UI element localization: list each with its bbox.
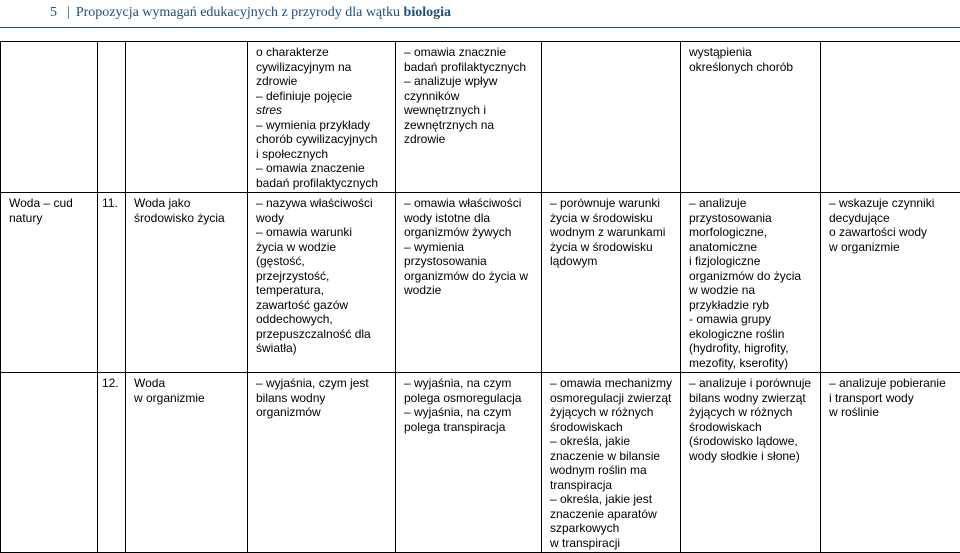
cell-text-line: osmoregulacji zwierząt [550,391,675,406]
cell-text-line: wodzie [404,283,536,298]
cell-requirement-high [681,193,821,373]
cell-text-line: (środowisko lądowe, [689,434,815,449]
cell-section [1,373,98,553]
cell-text-line: organizmów do życia w [404,269,536,284]
cell-text-line: przykładzie ryb [689,298,815,313]
cell-text-line: szparkowych [550,521,675,536]
cell-text-line: polega osmoregulacja [404,391,536,406]
cell-text-line: światła) [256,341,390,356]
cell-text-line: – wyjaśnia, na czym [404,376,536,391]
cell-text-line: i transport wody [829,391,955,406]
cell-text-line: stres [256,103,390,118]
cell-requirement-basic [248,193,396,373]
cell-text-line: badań profilaktycznych [404,60,536,75]
cell-text-line: oddechowych, [256,312,390,327]
cell-text-line: w organizmie [829,240,955,255]
cell-text-line: Woda [134,376,242,391]
cell-text-line: natury [9,211,92,226]
cell-text-line: organizmów [256,405,390,420]
requirements-table [0,41,960,553]
cell-lesson-number [98,193,126,373]
cell-text-line: chorób cywilizacyjnych [256,132,390,147]
cell-text-line: ekologiczne roślin [689,327,815,342]
cell-text-line: (gęstość, [256,254,390,269]
cell-text-line: życia w środowisku [550,211,675,226]
cell-text-line: życia w środowisku [550,240,675,255]
header-separator: | [67,5,70,21]
cell-text-line: Woda jako [134,196,242,211]
cell-text-line: przejrzystość, [256,269,390,284]
cell-text-line: – analizuje [689,196,815,211]
cell-requirement-extended [396,193,542,373]
cell-text-line: – wskazuje czynniki [829,196,955,211]
cell-text-line: – omawia warunki [256,225,390,240]
cell-requirement-advanced [542,193,681,373]
cell-requirement-excellent [821,373,960,553]
cell-text-line: – wymienia przykłady [256,118,390,133]
cell-text-line: – wyjaśnia, na czym [404,405,536,420]
cell-text-line: anatomiczne [689,240,815,255]
cell-section [1,42,98,193]
cell-text-line: cywilizacyjnym na [256,60,390,75]
cell-text-line: – definiuje pojęcie [256,89,390,104]
cell-text-line: środowiskach [550,420,675,435]
cell-text-line: i społecznych [256,147,390,162]
cell-text-line: – omawia mechanizmy [550,376,675,391]
cell-text-line: zdrowie [404,132,536,147]
cell-text-line: zdrowie [256,74,390,89]
page-header [50,0,451,26]
cell-text-line: - omawia grupy [689,312,815,327]
cell-text-line: wody istotne dla [404,211,536,226]
cell-text-line: – określa, jakie jest [550,492,675,507]
header-divider [0,27,960,28]
cell-lesson-number [98,373,126,553]
page-number: 5 [50,5,57,21]
cell-lesson-number [98,42,126,193]
cell-text-line: znaczenie aparatów [550,507,675,522]
cell-text-line: bilans wodny zwierząt [689,391,815,406]
cell-text-line: – analizuje pobieranie [829,376,955,391]
cell-text-line: zawartość gazów [256,298,390,313]
cell-text-line: życia w wodzie [256,240,390,255]
cell-text-line: transpiracja [550,478,675,493]
cell-text-line: wystąpienia [689,45,815,60]
cell-text-line: Woda – cud [9,196,92,211]
cell-text-line: – wyjaśnia, czym jest [256,376,390,391]
table-row [1,373,960,553]
cell-topic [126,42,248,193]
cell-text-line: przystosowania [404,254,536,269]
page-subject: biologia [404,5,451,21]
cell-topic [126,373,248,553]
cell-text-line: mezofity, kserofity) [689,356,815,371]
cell-text-line: organizmów do życia [689,269,815,284]
table-row [1,193,960,373]
cell-text-line: badań profilaktycznych [256,176,390,191]
cell-text-line: organizmów żywych [404,225,536,240]
cell-text-line: wodnym z warunkami [550,225,675,240]
cell-requirement-extended [396,373,542,553]
cell-text-line: – omawia znacznie [404,45,536,60]
cell-requirement-excellent [821,193,960,373]
cell-text-line: żyjących w różnych [689,405,815,420]
table-row [1,42,960,193]
cell-requirement-advanced [542,42,681,193]
cell-text-line: środowiskach [689,420,815,435]
cell-text-line: o charakterze [256,45,390,60]
cell-text-line: bilans wodny [256,391,390,406]
cell-text-line: wewnętrznych i [404,103,536,118]
cell-text-line: – omawia znaczenie [256,161,390,176]
cell-text-line: znaczenie w bilansie [550,449,675,464]
lesson-number: 11. [102,196,120,211]
cell-text-line: przystosowania [689,211,815,226]
cell-text-line: w organizmie [134,391,242,406]
cell-requirement-excellent [821,42,960,193]
cell-text-line: żyjących w różnych [550,405,675,420]
cell-text-line: środowisko życia [134,211,242,226]
cell-text-line: wodnym roślin ma [550,463,675,478]
cell-text-line: i fizjologiczne [689,254,815,269]
cell-text-line: o zawartości wody [829,225,955,240]
cell-text-line: (hydrofity, higrofity, [689,341,815,356]
cell-text-line: – analizuje i porównuje [689,376,815,391]
cell-requirement-extended [396,42,542,193]
cell-section [1,193,98,373]
cell-text-line: – omawia właściwości [404,196,536,211]
cell-text-line: – analizuje wpływ [404,74,536,89]
cell-text-line: zewnętrznych na [404,118,536,133]
cell-text-line: w wodzie na [689,283,815,298]
cell-requirement-high [681,373,821,553]
cell-text-line: – wymienia [404,240,536,255]
cell-text-line: w transpiracji [550,536,675,551]
cell-requirement-basic [248,373,396,553]
lesson-number: 12. [102,376,120,391]
cell-text-line: lądowym [550,254,675,269]
cell-text-line: – porównuje warunki [550,196,675,211]
page-title: Propozycja wymagań edukacyjnych z przyrody dla wątku [76,5,400,21]
cell-text-line: wody słodkie i słone) [689,449,815,464]
cell-requirement-high [681,42,821,193]
cell-text-line: – nazywa właściwości [256,196,390,211]
cell-topic [126,193,248,373]
cell-text-line: przepuszczalność dla [256,327,390,342]
cell-text-line: czynników [404,89,536,104]
cell-requirement-basic [248,42,396,193]
cell-text-line: określonych chorób [689,60,815,75]
cell-text-line: w roślinie [829,405,955,420]
cell-text-line: wody [256,211,390,226]
cell-requirement-advanced [542,373,681,553]
cell-text-line: temperatura, [256,283,390,298]
cell-text-line: polega transpiracja [404,420,536,435]
cell-text-line: decydujące [829,211,955,226]
cell-text-line: morfologiczne, [689,225,815,240]
cell-text-line: – określa, jakie [550,434,675,449]
